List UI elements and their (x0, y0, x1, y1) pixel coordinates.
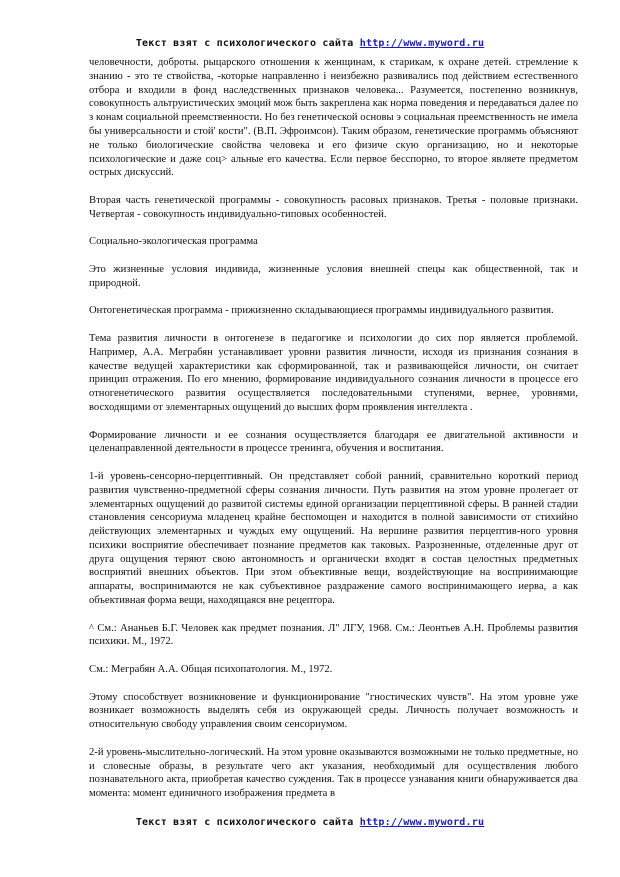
section-heading: Социально-экологическая программа (89, 236, 258, 248)
paragraph: Формирование личности и ее сознания осуществляется благодаря ее двигательной активности и целенаправленной деятельности в процессе тренинга, обучения и воспитания. (89, 429, 578, 455)
paragraph: Онтогенетическая программа - прижизненно складывающиеся программы индивидуального развития. (89, 305, 554, 317)
paragraph: Вторая часть генетической программы - совокупность расовых признаков. Третья - половые признаки. Четвертая - совокупность индивидуально-типовых особенностей. (89, 194, 578, 220)
paragraph: Это жизненные условия индивида, жизненные условия внешней спецы как общественной, так и природной. (89, 263, 578, 289)
paragraph: Тема развития личности в онтогенезе в педагогике и психологии до сих пор является проблемой. Например, А.А. Меграбян устанавливает уровни развития личности, исходя из признания сознания в качестве ведущей характеристики как сформированной, так и развивающейся личности, он считает принцип отражения. По его мнению, формирование индивидуального сознания личности в процессе его отногенетического развития осуществляется последовательными ступенями, вернее, уровнями, восходящими от элементарных ощущений до высших форм проявления интеллекта . (89, 332, 578, 413)
header-text: Текст взят с психологического сайта (135, 38, 360, 49)
footnote: ^ См.: Ананьев Б.Г. Человек как предмет познания. Л" ЛГУ, 1968. См.: Леонтьев А.Н. Проблемы развития психики. М., 1972. (89, 622, 578, 648)
paragraph: 2-й уровень-мыслительно-логический. На этом уровне оказываются возможными не только предметные, но и словесные образы, в результате чего акт указания, необходимый для осуществления любого познавательного акта, приобретая качество суждения. Так в процессе узнавания книги обнаруживается два момента: момент единичного изображения предмета в (89, 746, 578, 800)
paragraph: Этому способствует возникновение и функционирование "гностических чувств". На этом уровне уже возникает возможность выделять себя из окружающей среды. Личность получает возможность и относительную свободу управления своим сенсориумом. (89, 691, 578, 731)
page-header (0, 38, 620, 49)
footer-text: Текст взят с психологического сайта (135, 817, 360, 828)
footnote: См.: Меграбян А.А. Общая психопатология. М., 1972. (89, 664, 333, 676)
document-body (89, 56, 578, 801)
paragraph: человечности, доброты. рыцарского отношения к женщинам, к старикам, к охране детей. стремление к знанию - это те ствойства, -которые направленно i неизбежно развивались под действием естественного отбора и входили в фонд наследственных признаков человека... Разумеется, постепенно возникнув, совокупность альтруистических эмоций мож быть закреплена как норма поведения и передаваться далее по з конам социальной преемственности. Но без генетической основы э социальная преемственность не имела бы универсальности и стой' кости". (В.П. Эфроимсон). Таким образом, генетические программь объясняют не только биологические свойства человека и его физиче скую организацию, но и некоторые психологические и даже соц> альные его качества. Если первое бесспорно, то второе являете предметом острых дискуссий. (89, 57, 578, 179)
paragraph: 1-й уровень-сенсорно-перцептивный. Он представляет собой ранний, сравнительно короткий период развития чувственно-предметной сферы сознания личности. Путь развития на этом уровне пролегает от элементарных ощущений до развитой системы единой организации перцептивной сферы. В ранней стадии становления сенсориума младенец крайне беспомощен и находится в полной зависимости от стихийно действующих элементарных и чуждых ему ощущений. На вершине развития перцептив-ного уровня психики восприятие обеспечивает познание предметов как таковых. Разрозненные, отделенные друг от друга ощущения теряют свою автономность и органически входят в состав целостных предметных восприятий внешних объектов. При этом объективные вещи, воздействующие на воспринимающие аппараты, воспринимаются не как субъективное раздражение самого воспринимающего иерва, а как объективная форма вещи, находящаяся вне рецептора. (89, 470, 578, 607)
page-footer (0, 817, 620, 828)
header-site-link[interactable]: http://www.myword.ru (359, 38, 485, 49)
footer-site-link[interactable]: http://www.myword.ru (359, 817, 485, 828)
